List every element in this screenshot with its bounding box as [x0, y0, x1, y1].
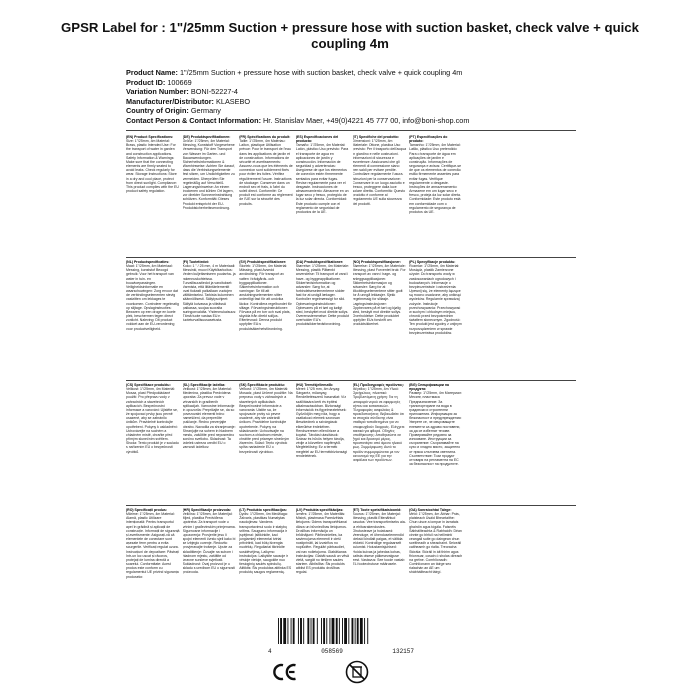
spec-cell — [296, 260, 350, 378]
spec-cell — [353, 135, 407, 255]
spec-text: Méid: 1"/25mm, 4m Ábhar: Prás, plaisteach Úsáid Bheartaithe: Chun uisce a iompar in iarratais ghairdín agus tógála. Faisnéis Sábháilteachta & Rabhaidh: Déan cinnte go bhfuil na heilimintí ceangail suite go daingean chun sceitheadh a sheachaint. Seiceáil caitheamh go rialta. Treoracha Stórála: Stóráil in áit thirim agus fhionnuar, cosain ó sholas díreach na gréine. Comhlíonadh: Comhlíonann an táirge seo rialachán an AE um shábháilteacht táirgí. — [409, 512, 463, 575]
barcode-bar — [364, 618, 365, 644]
spec-text: Méret: 1"/25 mm, 4m Anyag: Sárgaréz, műanyag Rendeltetésszerű használat: Víz szállítására kerti és építési alkalmazásokban. Biztonsági információk és figyelmeztetések: Győződjön meg róla, hogy a csatlakozó elemek szorosan illeszkednek a szivárgások elkerülése érdekében. Rendszeresen ellenőrizze a kopást. Tárolási utasítások: Száraz és hűvös helyen tárolja, védje a közvetlen napfénytől. Megfelelőség: Ez a termék megfelel az EU termékbiztonsági rendeletének. — [295, 387, 348, 458]
spec-heading: (GA) Sonraíochtaí Táirge: — [409, 508, 452, 512]
spec-heading: (HU) Termékjellemzők: — [295, 383, 334, 387]
spec-cell — [409, 260, 463, 378]
barcode — [276, 618, 410, 638]
spec-text: Veličina: 1"/25mm, 4m Materijal: Mjed, plastika Predviđena upotreba: Za transport vode u vrtnim i građevinskim primjenama. Sigurnosne informacije i upozorenja: Provjerite jesu li spojni elementi čvrsto sjeli kako bi se izbjeglo curenje. Redovito provjeravajte trošenje. Upute za skladištenje: Čuvajte na suhom i hladnom mjestu, zaštitite od izravne sunčeve svjetlosti. Sukladnost: Ovaj proizvod je u skladu s uredbom EU o sigurnosti proizvoda. — [182, 512, 236, 575]
barcode-bar — [339, 618, 340, 644]
spec-cell — [409, 508, 463, 613]
crossed-out-wheelie-bin-icon — [345, 660, 369, 684]
barcode-bar — [332, 618, 335, 644]
spec-text: Tamanho: 1"/25mm, 4m Material: Latão, plástico Uso pretendido: Para o transporte de água em aplicações de jardim e construção. Informações de segurança e avisos: Certifique-se de que os elementos de conexão estão firmemente assentes para evitar fugas. Verifique regularmente o desgaste. Instruções de armazenamento: Armazene em um lugar seco e fresco, proteja da luz solar direta. Conformidade: Este produto está em conformidade com o regulamento de segurança de produtos da UE. — [409, 143, 462, 214]
spec-cell — [466, 383, 520, 503]
spec-row-1 — [126, 135, 576, 255]
spec-cell — [353, 508, 407, 613]
divider — [126, 505, 576, 506]
spec-text: Taille: 1"/25mm, 4m Matériau: Laiton, plastique Utilisation prévue: Pour le transport de l'eau dans les applications de jardin et de construction. Informations de sécurité et avertissements: Assurez-vous que les éléments de connexion sont solidement fixés pour éviter les fuites. Vérifiez régulièrement l'usure. Instructions de stockage: Conserver dans un endroit sec et frais, à l'abri du soleil direct. Conformité: Ce produit est conforme au règlement de l'UE sur la sécurité des produits. — [239, 139, 293, 206]
barcode-bar — [352, 618, 354, 644]
spec-cell — [296, 383, 350, 503]
spec-cell — [466, 135, 520, 255]
spec-cell — [353, 383, 407, 503]
spec-cell — [409, 135, 463, 255]
barcode-bar — [317, 618, 318, 644]
meta-value: KLASEBO — [216, 96, 251, 106]
barcode-bar — [336, 618, 338, 644]
spec-heading: (BG) Спецификации на продукта: — [409, 383, 449, 392]
spec-heading: (LT) Produkto specifikacijos: — [239, 508, 288, 512]
spec-cell — [466, 260, 520, 378]
meta-key: Contact Person & Contact Information: — [126, 115, 261, 125]
spec-cell — [126, 508, 180, 613]
spec-heading: (SK) Špecifikácie produktu: — [239, 383, 285, 387]
meta-row-contact — [126, 116, 596, 126]
barcode-bars — [276, 618, 410, 644]
barcode-bar — [326, 618, 327, 644]
spec-heading: (EN) Product Specifications: — [126, 135, 174, 139]
spec-cell — [183, 260, 237, 378]
meta-row-country — [126, 106, 596, 116]
meta-key: Manufacturer/Distributor: — [126, 96, 214, 106]
spec-text: Velikost: 1"/25mm, 4m Material: Medenina, plastika Predvidena uporaba: Za prevoz vode v vrtnarskih in gradbenih aplikacijah. Varnostne informacije in opozorila: Prepričajte se, da so povezovalni elementi trdno nameščeni, da preprečite puščanje. Redno preverjajte obrabo. Navodila za shranjevanje: Shranjujte na suhem in hladnem mestu, zaščitite pred neposredno sončno svetlobo. Skladnost: Ta izdelek ustreza uredbi EU o varnosti izdelkov. — [182, 387, 236, 450]
barcode-digit-group: 058569 — [321, 648, 343, 655]
spec-heading: (NL) Productspecificaties: — [126, 260, 170, 264]
spec-text: Rozmiar: 1"/25mm, 4m Materiał: Mosiądz, plastik Zamierzone użycie: Do transportu wody w zastosowaniach ogrodowych i budowlanych. Informacje o bezpieczeństwie i ostrzeżenia: Upewnij się, że elementy łączące są mocno osadzone, aby uniknąć wycieków. Regularnie sprawdzaj zużycie. Instrukcje przechowywania: Przechowywać w suchym i chłodnym miejscu, chronić przed bezpośrednim światłem słonecznym. Zgodność: Ten produkt jest zgodny z unijnym rozporządzeniem w sprawie bezpieczeństwa produktów. — [409, 264, 462, 335]
spec-cell — [126, 383, 180, 503]
barcode-bar — [323, 618, 325, 644]
spec-heading: (CS) Specifikace produktu: — [126, 383, 171, 387]
barcode-bar — [278, 618, 279, 644]
spec-heading: (ES) Especificaciones del producto: — [295, 135, 339, 144]
divider — [126, 380, 576, 381]
spec-heading: (SV) Produktspecifikationer: — [239, 260, 287, 264]
meta-row-variation-number — [126, 87, 596, 97]
barcode-bar — [329, 618, 330, 644]
spec-heading: (NO) Produktspesifikasjoner: — [352, 260, 401, 264]
barcode-bar — [291, 618, 292, 644]
meta-key: Variation Number: — [126, 87, 189, 97]
barcode-bar — [300, 618, 302, 644]
spec-text: Μέγεθος: 1"/25mm, 4m Υλικό: Ορείχαλκος, πλαστικό Προβλεπόμενη χρήση: Για τη μεταφορά νερού σε εφαρμογές κήπου και κατασκευών. Πληροφορίες ασφαλείας & προειδοποιήσεις: Βεβαιωθείτε ότι τα στοιχεία σύνδεσης είναι σταθερά τοποθετημένα για να αποφευχθούν διαρροές. Ελέγχετε τακτικά για φθορά. Οδηγίες αποθήκευσης: Αποθηκεύστε σε ξηρό και δροσερό μέρος, προστατέψτε από άμεσο ηλιακό φως. Συμμόρφωση: Αυτό το προϊόν συμμορφώνεται με τον κανονισμό της ΕΕ για την ασφάλεια των προϊόντων. — [352, 387, 405, 462]
divider — [126, 130, 576, 131]
spec-cell — [353, 260, 407, 378]
spec-heading: (EL) Προδιαγραφές προϊόντος: — [352, 383, 405, 387]
spec-cell — [183, 383, 237, 503]
spec-text: Mărime: 1"/25mm, 4m Material: Alamă, plastic Utilizare intenționată: Pentru transportul apei în grădină și aplicații de construcție. Informații de siguranță și avertismente: Asigurați-vă că elementele de conectare sunt așezate ferm pentru a evita scurgerile. Verificați regulat uzura. Instrucțiuni de depozitare: Păstrați într-un loc uscat și răcoros, protejați de lumina directă a soarelui. Conformitate: Acest produs este conform cu regulamentul UE privind siguranța produselor. — [126, 512, 180, 579]
product-meta — [126, 68, 596, 126]
barcode-bar — [307, 618, 309, 644]
spec-heading: (FR) Spécifications du produit: — [239, 135, 291, 139]
spec-heading: (HR) Specifikacije proizvoda: — [182, 508, 231, 512]
barcode-bar — [293, 618, 295, 644]
spec-cell — [126, 260, 180, 378]
spec-heading: (ET) Toote spetsifikatsioonid: — [352, 508, 402, 512]
spec-heading: (DA) Produktspecifikationer: — [295, 260, 344, 264]
spec-cell — [239, 508, 293, 613]
meta-value: Germany — [190, 106, 221, 116]
page-title: GPSR Label for : 1"/25mm Suction + pressure hose with suction basket, check valve + quick coupling 4m — [61, 20, 639, 51]
meta-key: Product ID: — [126, 77, 166, 87]
spec-text: Veľkosť: 1"/25mm, 4m Materiál: Mosadz, plast Určené použitie: Na prepravu vody v záhradných a stavebných aplikáciách. Bezpečnostné informácie a varovania: Uistite sa, že spojovacie prvky sú pevne osadené, aby ste zabránili únikom. Pravidelne kontrolujte opotrebenie. Pokyny na skladovanie: Uchovávajte na suchom a chladnom mieste, chráňte pred priamym slnečným žiarením. Súlad: Tento výrobok spĺňa nariadenie EÚ o bezpečnosti výrobkov. — [239, 387, 293, 454]
spec-heading: (DE) Produktspezifikationen: — [182, 135, 231, 139]
barcode-bar — [303, 618, 304, 644]
spec-cell — [296, 135, 350, 255]
spec-cell — [296, 508, 350, 613]
spec-row-2 — [126, 260, 576, 378]
spec-text: Größe: 1"/25mm, 4m Material: Messing, Kunststoff Vorgesehene Verwendung: Für den Transport von Wasser im Garten- und Bauanwendungen. Sicherheitsinformationen & Warnhinweise: Achten Sie darauf, dass die Verbindungselemente fest sitzen, um Undichtigkeiten zu vermeiden. Überprüfen Sie regelmäßig auf Verschleiß. Lagerungshinweise: An einem trockenen und kühlen Ort lagern, vor direkter Sonneneinstrahlung schützen. Konformität: Dieses Produkt entspricht der EU-Produktsicherheitsverordnung. — [182, 139, 236, 210]
meta-row-product-name — [126, 68, 596, 78]
spec-text: Maat: 1"/25mm, 4m Materiaal: Messing, kunststof Beoogd gebruik: Voor het transport van water in tuin- en bouwtoepassingen. Veiligheidsinformatie en waarschuwingen: Zorg ervoor dat de verbindingselementen stevig vastzitten om lekkages te voorkomen. Controleer regelmatig op slijtage. Opslaginstructies: Bewaren op een droge en koele plek, beschermen tegen direct zonlicht. Naleving: Dit product voldoet aan de EU-verordening voor productveiligheid. — [126, 264, 179, 331]
spec-heading: (PT) Especificações do produto: — [409, 135, 448, 144]
spec-row-4 — [126, 508, 576, 613]
spec-text: Size: 1"/25mm, 4m Material: Brass, plastic Intended Use: For the transport of water in garden and construction applications. Safety Information & Warnings: Make sure that the connecting elements are firmly seated to avoid leaks. Check regularly for wear. Storage Instructions: Store in a dry and cool place, protect from direct sunlight. Compliance: This product complies with the EU product safety regulation. — [126, 139, 179, 194]
spec-text: Dimensioni: 1"/25mm, 4m Materiale: Ottone, plastica Uso previsto: Per il trasporto dell'acqua in giardino e nelle costruzioni. Informazioni di sicurezza e avvertenze: Assicurarsi che gli elementi di connessione siano ben saldi per evitare perdite. Controllare regolarmente l'usura. Istruzioni per la conservazione: Conservare in un luogo asciutto e fresco, proteggere dalla luce solare diretta. Conformità: Questo prodotto è conforme al regolamento UE sulla sicurezza dei prodotti. — [352, 139, 407, 206]
spec-row-3 — [126, 383, 576, 503]
barcode-bar — [280, 618, 282, 644]
divider — [126, 257, 576, 258]
meta-row-product-id — [126, 78, 596, 88]
spec-text: Suurus: 1"/25mm, 4m Materjal: Messing, plastik Ettenähtud kasutus: Vee transportimiseks aia- ja ehitusrakendustes. Ohutusteave ja hoiatused: Veenduge, et ühenduselemendid oleksid kindlalt paigas, et vältida lekkeid. Kontrollige regulaarselt kulumist. Hoiustamisjuhised: Hoida kuivas ja jahedas kohas, kaitsta otsese päikesevalguse eest. Vastavus: See toode vastab ELi tooteohutuse määrusele. — [352, 512, 406, 567]
spec-cell — [183, 135, 237, 255]
spec-text: Velikost: 1"/25mm, 4m Materiál: Mosaz, plast Předpokládané použití: Pro přepravu vody v zahradních a stavebních aplikacích. Bezpečnostní informace a varování: Ujistěte se, že spojovací prvky jsou pevně usazené, aby se zabránilo únikům. Pravidelně kontrolujte opotřebení. Pokyny k uskladnění: Uchovávejte na suchém a chladném místě, chraňte před přímým slunečním světlem. Shoda: Tento produkt je v souladu s nařízením EU o bezpečnosti výrobků. — [126, 387, 179, 454]
barcode-bar — [287, 618, 288, 644]
spec-heading: (RO) Specificații produs: — [126, 508, 168, 512]
barcode-bar — [313, 618, 315, 644]
barcode-digit-group: 132157 — [392, 648, 414, 655]
barcode-bar — [342, 618, 343, 644]
barcode-bar — [321, 618, 322, 644]
barcode-bar — [355, 618, 356, 644]
spec-text: Storlek: 1"/25mm, 4m Material: Mässing, plast Avsedd användning: För transport av vatten i trädgårds- och byggapplikationer. Säkerhetsinformation och varningar: Se till att anslutningselementen sitter ordentligt fast för att undvika läckor. Kontrollera regelbundet för slitage. Förvaringsinstruktioner: Förvara på en torr och sval plats, skydda från direkt solljus. Efterlevnad: Denna produkt uppfyller EU:s produktsäkerhetsförordning. — [239, 264, 292, 331]
ce-mark-icon — [272, 663, 298, 681]
spec-text: Størrelse: 1"/25mm, 4m Materiale: Messing, plast Forventet bruk: For transport av vann i hage- og anleggsapplikasjoner. Sikkerhetsinformasjon og advarsler: Sørg for at tilkoblingselementene sitter godt for å unngå lekkasjer. Sjekk regelmessig for slitasje. Lagringsinstruksjoner: Oppbevares på et tørt og kjølig sted, beskytt mot direkte sollys. Overholdelse: Dette produktet oppfyller EUs forskrift om produktsikkerhet. — [352, 264, 406, 327]
meta-value: 1"/25mm Suction + pressure hose with suction basket, check valve + quick coupling 4m — [179, 68, 463, 77]
barcode-bar — [298, 618, 299, 644]
barcode-bar — [367, 618, 368, 644]
meta-value: 100669 — [167, 77, 192, 87]
spec-heading: (PL) Specyfikacje produktu: — [409, 260, 456, 264]
spec-text: Størrelse: 1"/25mm, 4m Materiale: Messing, plastik Påtænkt anvendelse: Til transport af vand i have- og byggeapplikationer. Sikkerhedsinformation og advarsler: Sørg for, at forbindelseselementerne sidder fast for at undgå lækager. Kontroller regelmæssigt for slid. Opbevaringsinstruktioner: Opbevares på et tørt og køligt sted, beskyttet mod direkte sollys. Overensstemmelse: Dette produkt overholder EU's produktsikkerhedsforordning. — [295, 264, 350, 327]
spec-cell — [183, 508, 237, 613]
spec-cell — [522, 383, 576, 503]
spec-text: Izmērs: 1"/25mm, 4m Materiāls: Misiņš, plastmasa Paredzētais lietojums: Ūdens transportēšanai dārza un būvniecības lietojumos. Drošības informācija un brīdinājumi: Pārliecinieties, ka savienojuma elementi ir cieši nostiprināti, lai izvairītos no noplūdēm. Regulāri pārbaudiet, vai nav nolietojuma. Glabāšanas instrukcijas: Glabāt sausā un vēsā vietā, sargāt no tiešiem saules stariem. Atbilstība: Šis produkts atbilst ES produktu drošības regulai. — [295, 512, 349, 575]
barcode-bar — [283, 618, 286, 644]
barcode-bar — [311, 618, 312, 644]
spec-text: Koko: 1 " / 25 mm, 4 m Materiaali: Messinki, muovi Käyttötarkoitus: Veden kuljettamiseen puutarha- ja rakennuskohteissa. Turvallisuustiedot ja varoitukset: Varmista, että liitäntäelementit ovat tiukasti paikallaan vuotojen välttämiseksi. Tarkista kuluminen säännöllisesti. Säilytysohjeet: Säilytä kuivassa ja viileässä paikassa, suojaa suoralta auringonvalolta. Yhdenmukaisuus: Tämä tuote vastaa EU:n tuoteturvallisuusasetusta. — [182, 264, 237, 323]
spec-heading: (LV) Produkta specifikācijas: — [295, 508, 344, 512]
meta-key: Product Name: — [126, 68, 178, 77]
spec-text: Размер: 1"/25mm, 4m Материал: Месинг, пластмаса Предназначение: За транспортиране на вода в градински и строителни приложения. Информация за безопасност и предупреждения: Уверете се, че свързващите елементи са здраво поставени, за да се избегнат течове. Проверявайте редовно за износване. Инструкции за съхранение: Съхранявайте на сухо и хладно място, защитено от пряка слънчева светлина. Съответствие: Този продукт отговаря на регламента на ЕС за безопасност на продуктите. — [409, 391, 462, 466]
spec-cell — [126, 135, 180, 255]
meta-value: Hr. Stanislav Maer, +49(0)4221 45 777 00, info@boni-shop.com — [263, 115, 470, 125]
spec-heading: (SL) Specifikacije izdelka: — [182, 383, 226, 387]
barcode-bar — [357, 618, 359, 644]
spec-cell — [466, 508, 520, 613]
barcode-digits — [268, 648, 414, 655]
spec-cell — [522, 260, 576, 378]
spec-heading: (FI) Tuotetiedot: — [182, 260, 209, 264]
barcode-bar — [348, 618, 349, 644]
spec-heading: (IT) Specifiche del prodotto: — [352, 135, 399, 139]
barcode-bar — [360, 618, 363, 644]
meta-row-manufacturer — [126, 97, 596, 107]
spec-cell — [522, 135, 576, 255]
spec-cell — [239, 260, 293, 378]
spec-cell — [239, 135, 293, 255]
spec-cell — [522, 508, 576, 613]
spec-cell — [239, 383, 293, 503]
spec-text: Dydis: 1"/25mm, 4m Medžiaga: Žalvaris, plastikas Numatytas naudojimas: Vandens transportavimui sodo ir statybų sritims. Saugumo informacija ir įspėjimai: Įsitikinkite, kad jungiamieji elementai tvirtai pritvirtinti, kad būtų išvengta nuotėkių. Reguliariai tikrinkite susidėvėjimą. Laikymo instrukcijos: Laikykite sausoje ir vėsioje vietoje, saugokite nuo tiesioginių saulės spindulių. Atitiktis: Šis produktas atitinka ES produktų saugos reglamentą. — [239, 512, 292, 575]
meta-value: BONI-52227-4 — [190, 87, 238, 97]
meta-key: Country of Origin: — [126, 106, 189, 116]
spec-text: Tamaño: 1"/25mm, 4m Material: Latón, plástico Uso previsto: Para el transporte de agua en aplicaciones de jardín y construcción. Información de seguridad y advertencias: Asegúrese de que los elementos de conexión estén firmemente sentados para evitar fugas. Revise regularmente para ver el desgaste. Instrucciones de almacenamiento: Almacene en un lugar seco y fresco, protegido de la luz solar directa. Conformidad: Este producto cumple con el reglamento de seguridad de productos de la UE. — [295, 143, 349, 214]
barcode-bar — [344, 618, 347, 644]
barcode-digit-group: 4 — [268, 648, 272, 655]
spec-cell — [409, 383, 463, 503]
